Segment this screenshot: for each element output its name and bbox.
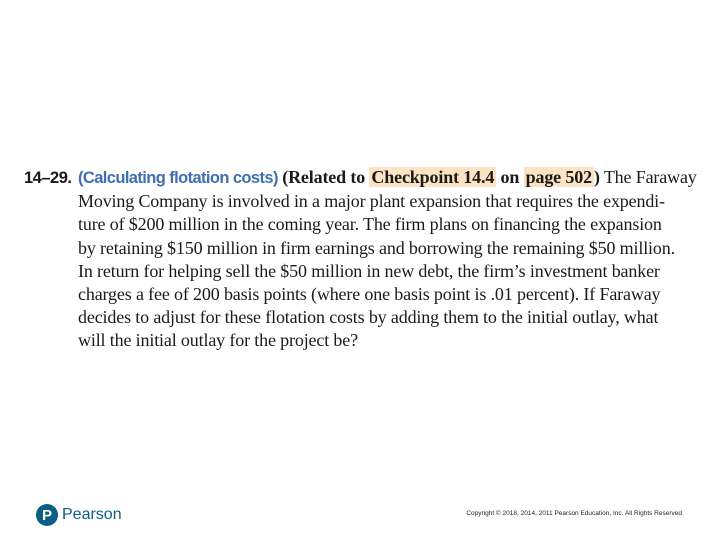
problem-line: ture of $200 million in the coming year. The firm plans on financing the expansion (78, 214, 662, 235)
related-prefix: (Related to (282, 167, 366, 187)
problem-text (78, 166, 696, 353)
problem-line-1 (78, 166, 696, 190)
problem-block (24, 166, 696, 353)
page-reference: page 502 (525, 167, 592, 187)
problem-line: Moving Company is involved in a major plant expansion that requires the expendi- (78, 191, 665, 212)
problem-topic: (Calculating flotation costs) (78, 169, 278, 187)
related-suffix: ) (593, 167, 600, 187)
pearson-logo-text: Pearson (62, 506, 122, 523)
pearson-logo-icon: P (36, 504, 58, 526)
copyright-notice: Copyright © 2018, 2014, 2011 Pearson Education, Inc. All Rights Reserved (466, 510, 682, 517)
pearson-logo (36, 502, 122, 528)
problem-line: In return for helping sell the $50 million in new debt, the firm’s investment banker (78, 260, 660, 281)
on-word: on (500, 167, 520, 187)
line-1-rest: The Faraway (603, 167, 697, 187)
problem-line: by retaining $150 million in firm earnings and borrowing the remaining $50 million. (78, 237, 675, 258)
problem-line: will the initial outlay for the project be? (78, 330, 358, 351)
problem-line: decides to adjust for these flotation costs by adding them to the initial outlay, what (78, 307, 659, 328)
problem-line: charges a fee of 200 basis points (where one basis point is .01 percent). If Faraway (78, 284, 661, 305)
problem-number: 14–29. (24, 169, 72, 187)
checkpoint-reference: Checkpoint 14.4 (371, 167, 495, 187)
